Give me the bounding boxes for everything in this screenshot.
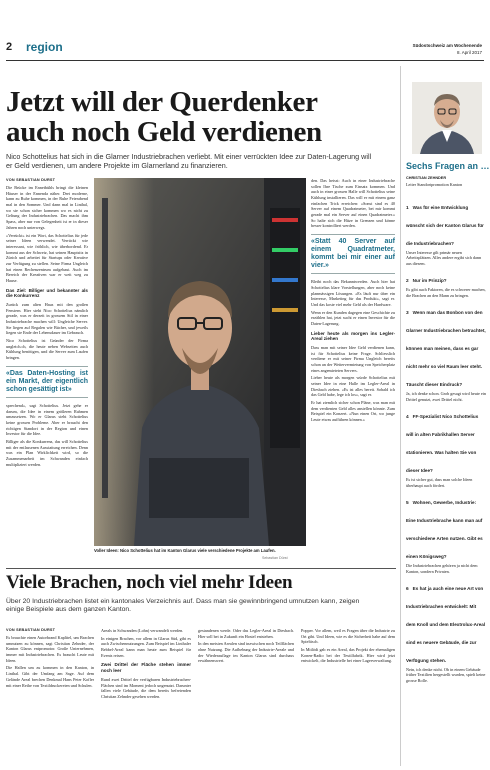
sidebar-question-3	[406, 301, 486, 402]
article2-column-2	[101, 628, 191, 766]
paragraph: sprechend», sagt Schottelius. Jetzt gehe er darum, die Idee in einem größeren Rahmen umzusetzen. Wo er Glarus sieht Schottelius keine grossen Probleme. Aber er braucht den richtigen Standort in der Region und einen Investor für die Idee.	[6, 402, 88, 437]
sidebar-title: Sechs Fragen an …	[406, 161, 490, 171]
paragraph: Bleibt noch das Bekanntwerden. Auch hier hat Schottelius klare Vorstellungen, aber noch keine planmässigen Lösungen. «Es läuft nur über ein Interesse, Marketing für das Produkt», sagt er. Und das koste viel mehr Geld als der Hardware.	[311, 279, 395, 307]
paragraph: Lieber heute als morgen würde Schottelius mit seiner Idee in eine Halle im Legler-Areal in Diesbach ziehen. «Es ist alles bereit. Sobald ich das Geld habe, lege ich los», sagt er.	[311, 375, 395, 398]
paragraph: Zurück zum alten Haus mit den großen Fenstern. Hier steht Nico Schottelius nämlich gerade, was er derzeit in grossem Stil in einer Industriebrache machen will: Ungleiche Server. Sie liegen auf Regalen wie Bücher, und jeweils liegen sie Ende der Lebensdauer im Gebrauch.	[6, 302, 88, 336]
question-number: 1	[406, 206, 409, 211]
paragraph: Wenn er den Kunden dagegen eine Geschichte zu erzählen hat, jetzt sucht er einen Investor für die Daten-Lagerung.	[311, 309, 395, 326]
sidebar-portrait	[412, 82, 482, 154]
paragraph: Die Hallen um zu kommen in den Kanton, in Linthal. Gibt der Umfang am Sage. Auf dem Gelände Areal brechen Denkmal Hans Peter Kofler mit einer Reihe von Textildruckereien und Schulen.	[6, 665, 94, 688]
paragraph: Die Brücke im Ennetbühls bringt die kleinen Häuser in der Ennenda näher. Drei moderne, kann zu Ruhe kommen, in der Ruhe Feierabend mal in den Sommer. Und dann mal in Linthal, wo sie schon sicher kommen wo es nicht zu Geltung der Industriebrachen. Das macht ihm Spass, aber nur von Gelegenheit ist er in dieser Jahren noch unterwegs.	[6, 185, 88, 230]
article1-title-line1: Jetzt will der Querdenker	[6, 86, 318, 118]
sidebar-question-4	[406, 405, 486, 488]
photo-credit: Sebastian Dürst	[262, 556, 288, 560]
paragraph: Billiger als die Konkurrenz, das will Schottelius mit der entlassenen Ausstattung erreichen. Denn was ein Plan Wirklichkeit wird, so die Zusammenarbeit im Schwanden einfach multipliziert werden.	[6, 438, 88, 467]
sidebar-question-2	[406, 269, 486, 298]
paragraph: Er hat ziemlich sicher schon Pläne, was man mit dem verdienten Geld alles anstellen könnte. Zum Beispiel ein Konzert. «Nun einen Ort, wo junge Leute etwas aufführen können.»	[311, 400, 395, 423]
paragraph: Dass man mit seiner Idee Geld verdienen kann, ist für Schottelius keine Frage. Schliesslich verdiene er mit seiner Firma Ungleich bereits schon an der Weitervermietung von Speicherplatz eines angemieteten Servers.	[311, 345, 395, 373]
article1-subhead-1: Das Ziel: Billiger und bekannter als die Konkurrenz	[6, 287, 88, 299]
photo-caption: Voller Ideen: Nico Schottelius hat im Kanton Glarus viele verschiedene Projekte am Laufen.	[94, 548, 276, 553]
article2-title: Viele Brachen, noch viel mehr Ideen	[6, 572, 293, 593]
sidebar-questions	[406, 196, 486, 766]
question-text: Nur im Prinzip?	[412, 278, 447, 284]
photo-illustration	[94, 178, 306, 546]
article1-title	[6, 87, 406, 148]
issue-date: 8. April 2017	[456, 50, 482, 55]
portrait-photo	[94, 178, 306, 546]
sidebar-portrait-illustration	[412, 82, 482, 154]
article1-column-1	[6, 178, 88, 566]
article2-column-4	[301, 628, 395, 766]
article1-subhead-2: Lieber heute als morgen ins Legler-Areal ziehen	[311, 330, 395, 342]
article1-column-3	[311, 178, 395, 568]
question-number: 3	[406, 311, 409, 317]
paragraph: In einigen Brachen, vor allem in Glarus Süd, gibt es auch Zwischennutzungen. Zum Beispiel im Linthaler Bebbel-Areal kann man heute zum Beispiel für Events reisen.	[101, 635, 191, 658]
paragraph: Nico Schottelius ist Gründer der Firma ungleich.ch, die heute neben Webseiten auch Kühlung benötigen, und die Server zum Laufen bringen.	[6, 338, 88, 361]
article2-column-3	[198, 628, 294, 766]
question-number: 2	[406, 279, 409, 285]
article2-subhead: Zwei Drittel der Fläche stehen immer noch leer	[101, 662, 191, 674]
answer-text: Ja, ich denke schon. Grob gesagt wird heute ein Drittel genutzt, zwei Drittel nicht.	[406, 391, 486, 402]
answer-text: Nein, ich denke nicht. Ob in einem Gebäude früher Textilien hergestellt wurden, spielt keine grosse Rolle.	[406, 666, 486, 683]
paragraph: In den meisten Arealen sind inzwischen noch Teilflächen ohne Nutzung. Die Aufhebung der Industrie-Areale und der Wiederauflage im Kanton Glarus sind durchaus erwähnenswert.	[198, 641, 294, 664]
section-label: region	[26, 40, 63, 54]
question-number: 5	[406, 501, 409, 507]
article-divider	[6, 568, 396, 569]
article1-title-line2: auch noch Geld verdienen	[6, 116, 322, 149]
paragraph: Popper. Vor allem, weil es Fragen über die Industrie zu Ort gibt. Und Ideen, wie es die Sicherheit habe auf dem Spieltisch.	[301, 628, 395, 645]
article2-lead: Über 20 Industriebrachen listet ein kantonales Verzeichnis auf. Dass man sie gewinnbringend umnutzen kann, zeigen einige Beispiele aus dem ganzen Kanton.	[6, 598, 360, 614]
answer-text: Die Industriebrachen gehören ja nicht dem Kanton, sondern Privaten.	[406, 563, 478, 574]
article2-column-1	[6, 628, 94, 766]
question-text: FF-Spezialist Nico Schottelius will in alten Fabrikhallen Server stationieren. Was halten Sie von dieser Idee?	[406, 414, 479, 474]
question-text: Wenn man das Bonbon von den Glarner Industriebrachen betrachtet, können man meinen, dass es gar nicht mehr so viel Raum leer steht. Täuscht dieser Eindruck?	[406, 310, 486, 388]
question-text: Es hat ja auch eine neue Art von Industriebrachen entwickelt: Mit dem Knoll und dem Elextrolux-Areal sind es neuere Gebäude, die zur Verfügung stehen.	[406, 585, 486, 663]
answer-text: Unser Interesse gilt primär neuen Arbeitsplätzen. Alles andere ergibt sich dann aus diesem.	[406, 250, 482, 266]
question-text: Wohnen, Gewerbe, Industrie: Eine Industriebrache kann man auf verschiedene Arten nutzen. Gibt es einen Königsweg?	[406, 500, 483, 560]
page-number: 2	[6, 41, 13, 53]
paragraph: In Mitlödi gab es ein Areal, das Projekt der ehemaligen Konen-Radio bei der Textilfabrik. Hier wird jetzt entwickelt, die Industrielle bei einer Lagerverwaltung.	[301, 647, 395, 664]
sidebar-author: CHRISTIAN ZEHNDER	[406, 176, 447, 180]
sidebar-question-5	[406, 491, 486, 574]
paragraph: Rund zwei Drittel der verfügbaren Industriebrachen-Flächen sind im Moment jedoch ungenutzt. Darunter fallen viele Gebäude, die dem bereits befreienden Christian Zehnder gesehen werden.	[101, 676, 191, 699]
answer-text: Es gibt auch Faktoren, die es schwerer machen, die Brachen an den Mann zu bringen.	[406, 287, 486, 298]
paragraph: Es brauchte einen Autorbrand Kaplitel, um Brachen umnutzen zu können, sagt Christian Zehnder, der Kanton Glarus entpromotor. Große Unternehmen, immer mit Industriebrachen. Es braucht Leute mit Ideen.	[6, 635, 94, 663]
paragraph: Areals in Schwanden (Lohn) verwandelt werden.	[101, 628, 184, 633]
sidebar-question-1	[406, 196, 486, 266]
question-text: Was für eine Entwicklung wünscht sich der Kanton Glarus für die Industriebrachen?	[406, 205, 484, 246]
article1-lead: Nico Schottelius hat sich in die Glarner Industriebrachen verliebt. Mit einer verrückten Idee zur Daten-Lagerung will er Geld verdienen, um andere Projekte im Glarnerland zu finanzieren.	[6, 152, 372, 170]
sidebar-author-role: Leiter Standortpromotion Kanton	[406, 182, 463, 187]
paragraph: «Verrückt» ist ein Wort, das Schottelius für jede seiner Ideen verwendet. Verrückt wie interessant, wie fröhlich, wie überbordend. Er kommt aus der Schweiz, hat seinen Hauptsitz in Zürich und arbeitet für Startups oder Kreative zur Verfügung zu stellen. Seine Firma Ungleich hat einen Rechenzentrum aufgebaut. Auch im Bereich der Kreativen war er weit weg zu Hause.	[6, 232, 88, 283]
sidebar-question-6	[406, 577, 486, 683]
header-rule	[6, 60, 484, 61]
article1-byline: VON SEBASTIAN DÜRST	[6, 178, 56, 182]
question-number: 6	[406, 586, 409, 592]
article1-pull-quote-1: «Das Daten-Hosting ist ein Markt, der eigentlich schon gesättigt ist»	[6, 366, 88, 398]
paragraph: gestandenen werde. Oder das Legler-Areal in Diesbach. Hier soll bei in Zukunft ein Hostel entstehen.	[198, 628, 294, 639]
article1-pull-quote-2: «Statt 40 Server auf einem Quadratmeter, kommt bei mir einer auf vier.»	[311, 234, 395, 274]
article2-byline: VON SEBASTIAN DÜRST	[6, 628, 56, 632]
paragraph: den. Das heisst: Auch in einer Industriebrache sollen Ihre Tische zum Einsatz kommen. Und auch in einer grossen Halle will Schottelius seine Kühlung installieren. Das will er mit einem ganz einfachen Trick erreichen: «Sonst sind es 40 Server auf einem Quadratmeter, bei mir kommt gerade mal ein Server auf einen Quadratmeter.» So halte sich die Hitze in Grenzen und könne besser kontrolliert werden.	[311, 178, 395, 229]
answer-text: Es ist sicher gut, dass man solche Ideen überhaupt auch fördert.	[406, 477, 473, 488]
question-number: 4	[406, 415, 409, 421]
sidebar-divider	[400, 66, 401, 766]
publication-name: Südostschweiz am Wochenende	[412, 43, 482, 48]
